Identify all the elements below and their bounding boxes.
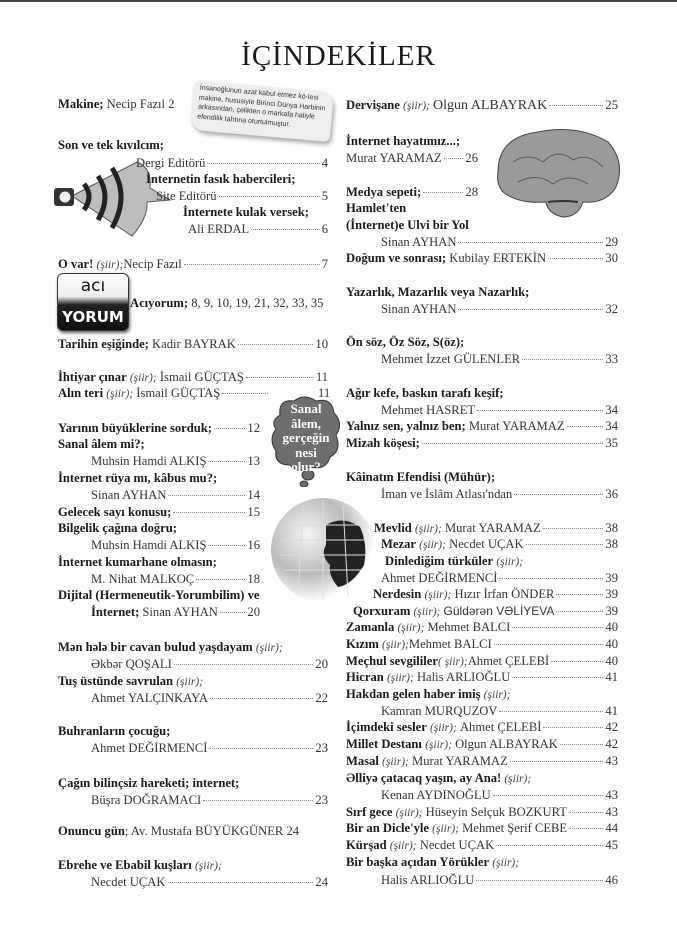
- toc-entry-dinle-title[interactable]: Dinlediğim türküler (şiir);: [385, 554, 524, 568]
- toc-entry-alin-page: 11: [318, 386, 331, 400]
- toc-entry-kumar[interactable]: M. Nihat MALKOÇ 18: [91, 572, 260, 586]
- toc-entry-agir-title[interactable]: Ağır kefe, baskın tarafı keşif;: [346, 386, 504, 400]
- toc-entry-sanal-title[interactable]: Sanal âlem mi?;: [58, 437, 145, 451]
- toc-entry-dijital-title[interactable]: Dijital (Hermeneutik-Yorumbilim) ve: [58, 588, 260, 602]
- quote-note: İnsanoğlunun azat kabul etmez kö-lesi makine, hususiyle Birinci Dünya Harbinin arkasından, çelikten o markafa haliyle efendilik tahtına oturtulmuştur.: [190, 80, 334, 142]
- toc-entry-bilgelik[interactable]: Muhsin Hamdi ALKIŞ 16: [91, 538, 260, 552]
- toc-entry-kizim[interactable]: Kızım (şiir); Mehmet BALCI 40: [346, 637, 618, 651]
- toc-entry-qorxuram[interactable]: Qorxuram (şiir); Güldərən VƏLİYEVA 39: [353, 604, 618, 618]
- toc-entry-elliye[interactable]: Kenan AYDINOĞLU 43: [381, 788, 618, 802]
- cloud-text: Sanal âlem, gerçeğin nesi olur?: [282, 401, 330, 474]
- toc-entry-kainat-title[interactable]: Kâinatın Efendisi (Mühür);: [346, 470, 496, 484]
- toc-entry-sanal[interactable]: Muhsin Hamdi ALKIŞ 13: [91, 454, 260, 468]
- toc-entry-yorukler-title[interactable]: Bir başka açıdan Yörükler (şiir);: [346, 855, 520, 869]
- toc-entry-fasik[interactable]: Site Editörü 5: [156, 189, 328, 203]
- toc-entry-mizah[interactable]: Mizah köşesi; 35: [346, 436, 618, 450]
- toc-entry-mechul[interactable]: Meçhul sevgililer ( şiir); Ahmet ÇELEBİ 40: [346, 654, 618, 668]
- toc-entry-ovar[interactable]: O var! (şiir); Necip Fazıl 7: [58, 257, 328, 271]
- toc-entry-tarih[interactable]: Tarihin eşiğinde; Kadir BAYRAK 10: [58, 337, 328, 351]
- toc-entry-kulak[interactable]: Ali ERDAL 6: [188, 222, 328, 236]
- toc-entry-dicle[interactable]: Bir an Dicle'yle (şiir); Mehmet Şerif CEBE 44: [346, 821, 618, 835]
- toc-entry-hamlet-title2[interactable]: (İnternet)e Ulvi bir Yol: [346, 218, 469, 232]
- toc-entry-dijital[interactable]: İnternet; Sinan AYHAN 20: [91, 605, 260, 619]
- toc-entry-yalniz[interactable]: Yalnız sen, yalnız ben; Murat YARAMAZ 34: [346, 419, 618, 433]
- toc-entry-onuncu[interactable]: Onuncu gün; Av. Mustafa BÜYÜKGÜNER 24: [58, 824, 300, 838]
- toc-entry-onsoz[interactable]: Mehmet İzzet GÜLENLER 33: [381, 352, 618, 366]
- toc-entry-yazarlik[interactable]: Sinan AYHAN 32: [381, 302, 618, 316]
- toc-entry-yorukler[interactable]: Halis ARLIOĞLU 46: [381, 873, 618, 887]
- toc-entry-alin[interactable]: Alın teri (şiir); İsmail GÜÇTAŞ: [58, 386, 270, 402]
- toc-entry-ihtiyar[interactable]: İhtiyar çınar (şiir); İsmail GÜÇTAŞ 11: [58, 370, 328, 384]
- toc-entry-sirf[interactable]: Sırf gece (şiir); Hüseyin Selçuk BOZKURT 43: [346, 805, 618, 819]
- toc-entry-tus-title[interactable]: Tuş üstünde savrulan (şiir);: [58, 674, 204, 688]
- toc-entry-dervisane[interactable]: Dervişane (şiir); Olgun ALBAYRAK 25: [346, 98, 618, 113]
- page-title: İÇİNDEKİLER: [241, 40, 436, 72]
- toc-entry-hayat-title[interactable]: İnternet hayatımız...;: [346, 134, 461, 148]
- toc-entry-masal[interactable]: Masal (şiir); Murat YARAMAZ 43: [346, 754, 618, 768]
- toc-entry-yarinin[interactable]: Yarının büyüklerine sorduk; 12: [58, 421, 260, 435]
- toc-entry-ruya-title[interactable]: İnternet rüya mı, kâbus mu?;: [58, 471, 218, 485]
- toc-entry-aciyorum[interactable]: Acıyorum; 8, 9, 10, 19, 21, 32, 33, 35: [130, 296, 324, 310]
- toc-entry-agir[interactable]: Mehmet HASRET 34: [381, 403, 618, 417]
- toc-entry-ebrehe-title[interactable]: Ebrehe ve Ebabil kuşları (şiir);: [58, 858, 222, 872]
- toc-entry-nerdesin[interactable]: Nerdesin (şiir); Hızır İrfan ÖNDER 39: [373, 587, 618, 601]
- toc-entry-ebrehe[interactable]: Necdet UÇAK 24: [91, 875, 328, 889]
- brain-illustration: [488, 122, 628, 222]
- toc-entry-ruya[interactable]: Sinan AYHAN 14: [91, 488, 260, 502]
- toc-entry-tus[interactable]: Ahmet YALÇINKAYA 22: [91, 691, 328, 705]
- toc-entry-hamlet[interactable]: Sinan AYHAN 29: [381, 235, 618, 249]
- toc-entry-gelecek[interactable]: Gelecek sayı konusu; 15: [58, 505, 260, 519]
- toc-entry-icimdeki[interactable]: İçimdeki sesler (şiir); Ahmet ÇELEBİ 42: [346, 720, 618, 734]
- toc-entry-men[interactable]: Əkbər QOŞALI 20: [91, 657, 328, 671]
- globe-illustration: [268, 495, 378, 605]
- toc-entry-buhran-title[interactable]: Buhranların çocuğu;: [58, 724, 171, 738]
- toc-entry-kursad[interactable]: Kürşad (şiir); Necdet UÇAK 45: [346, 838, 618, 852]
- toc-entry-bilgelik-title[interactable]: Bilgelik çağına doğru;: [58, 521, 177, 535]
- top-border: [0, 0, 677, 2]
- toc-entry-cagin-title[interactable]: Çağın bilinçsiz hareketi; internet;: [58, 776, 240, 790]
- aci-yorum-logo: acı YORUM: [57, 273, 129, 331]
- toc-entry-kulak-title[interactable]: İnternete kulak versek;: [183, 205, 309, 219]
- toc-entry-dinle[interactable]: Ahmet DEĞİRMENCİ 39: [381, 571, 618, 585]
- toc-entry-hamlet-title[interactable]: Hamlet'ten: [346, 201, 407, 215]
- toc-entry-medya[interactable]: Medya sepeti; 28: [346, 185, 478, 199]
- toc-entry-buhran[interactable]: Ahmet DEĞİRMENCİ 23: [91, 741, 328, 755]
- toc-entry-makine[interactable]: Makine; Necip Fazıl 2: [58, 97, 175, 111]
- toc-entry-mevlid[interactable]: Mevlid (şiir); Murat YARAMAZ 38: [374, 521, 618, 535]
- toc-entry-millet[interactable]: Millet Destanı (şiir); Olgun ALBAYRAK 42: [346, 737, 618, 751]
- toc-entry-kainat[interactable]: İman ve İslâm Atlası'ndan 36: [381, 487, 618, 501]
- toc-entry-men-title[interactable]: Mən hələ bir cavan bulud yaşdayam (şiir);: [58, 640, 283, 654]
- toc-entry-dogum[interactable]: Doğum ve sonrası; Kubilay ERTEKİN 30: [346, 251, 618, 265]
- toc-entry-onsoz-title[interactable]: Ön söz, Öz Söz, S(öz);: [346, 335, 465, 349]
- toc-entry-hakdan-title[interactable]: Hakdan gelen haber imiş (şiir);: [346, 687, 511, 701]
- toc-entry-son-ve-tek-title[interactable]: Son ve tek kıvılcım;: [58, 138, 164, 152]
- toc-entry-kumar-title[interactable]: İnternet kumarhane olmasın;: [58, 555, 217, 569]
- toc-entry-hakdan[interactable]: Kamran MURQUZOV 41: [381, 704, 618, 718]
- toc-entry-mezar[interactable]: Mezar (şiir); Necdet UÇAK 38: [381, 537, 618, 551]
- toc-entry-yazarlik-title[interactable]: Yazarlık, Mazarlık veya Nazarlık;: [346, 285, 530, 299]
- toc-entry-cagin[interactable]: Büşra DOĞRAMACI 23: [91, 793, 328, 807]
- toc-entry-hayat[interactable]: Murat YARAMAZ 26: [346, 151, 478, 165]
- toc-entry-hicran[interactable]: Hicran (şiir); Halis ARLIOĞLU 41: [346, 670, 618, 684]
- toc-entry-zamanla[interactable]: Zamanla (şiir); Mehmet BALCI 40: [346, 620, 618, 634]
- toc-entry-fasik-title[interactable]: İnternetin fasık habercileri;: [146, 172, 296, 186]
- toc-entry-elliye-title[interactable]: Əlliyə çatacaq yaşın, ay Ana! (şiir);: [346, 771, 532, 785]
- toc-entry-son-ve-tek[interactable]: Dergi Editörü 4: [136, 156, 328, 170]
